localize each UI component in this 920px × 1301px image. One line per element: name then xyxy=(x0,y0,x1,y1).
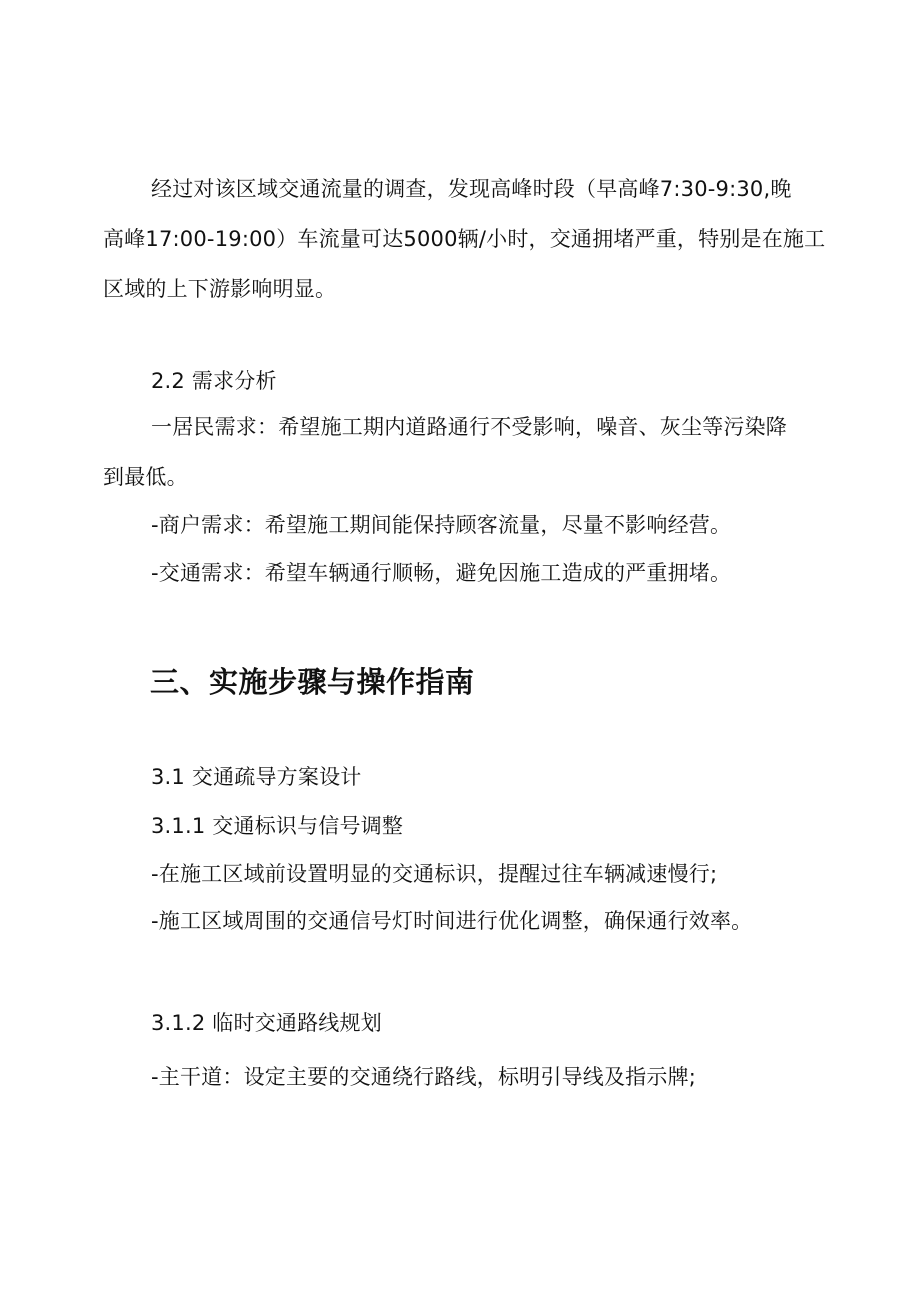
requirement-item: 一居民需求：希望施工期内道路通行不受影响，噪音、灰尘等污染降 xyxy=(151,415,787,439)
paragraph-line: 高峰17:00-19:00）车流量可达5000辆/小时，交通拥堵严重，特别是在施工 xyxy=(103,227,826,251)
subsection-title-3-1-2: 3.1.2 临时交通路线规划 xyxy=(151,1011,382,1035)
requirement-item: -交通需求：希望车辆通行顺畅，避免因施工造成的严重拥堵。 xyxy=(151,561,732,585)
subsection-title-3-1-1: 3.1.1 交通标识与信号调整 xyxy=(151,814,404,838)
section-title-3-1: 3.1 交通疏导方案设计 xyxy=(151,765,362,789)
section-title-2-2: 2.2 需求分析 xyxy=(151,369,277,393)
list-item: -施工区域周围的交通信号灯时间进行优化调整，确保通行效率。 xyxy=(151,909,753,933)
list-item: -在施工区域前设置明显的交通标识，提醒过往车辆减速慢行; xyxy=(151,862,718,886)
paragraph-line: 区域的上下游影响明显。 xyxy=(103,277,337,301)
paragraph-line: 经过对该区域交通流量的调查，发现高峰时段（早高峰7:30-9:30,晚 xyxy=(151,177,792,201)
requirement-item: 到最低。 xyxy=(103,465,188,489)
list-item: -主干道：设定主要的交通绕行路线，标明引导线及指示牌; xyxy=(151,1065,697,1089)
requirement-item: -商户需求：希望施工期间能保持顾客流量，尽量不影响经营。 xyxy=(151,513,732,537)
chapter-heading: 三、实施步骤与操作指南 xyxy=(150,665,475,699)
